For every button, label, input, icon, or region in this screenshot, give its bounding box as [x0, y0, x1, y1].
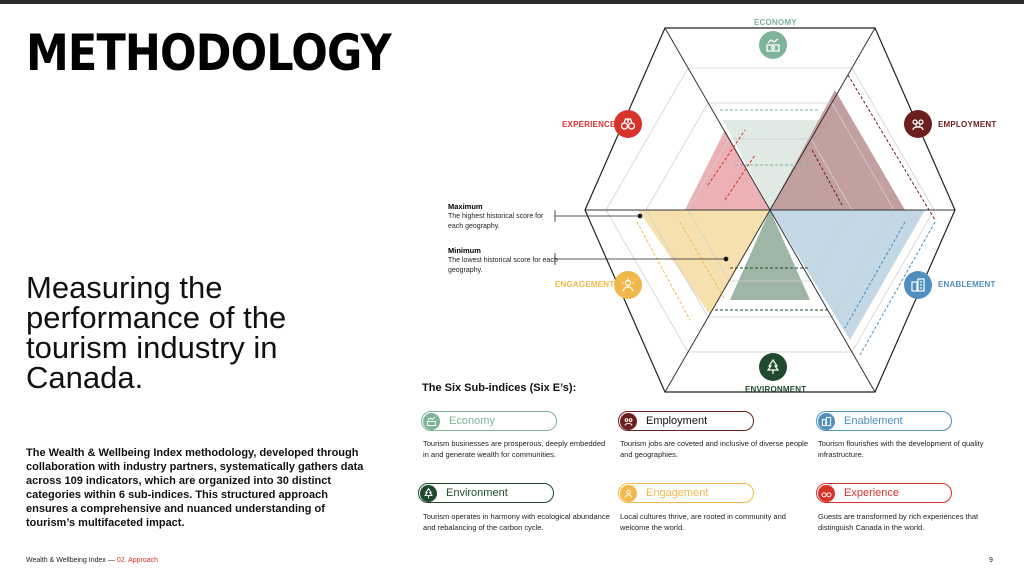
desc-experience: Guests are transformed by rich experiences that distinguish Canada in the world.	[818, 512, 979, 532]
label-engagement: ENGAGEMENT	[555, 280, 615, 289]
pill-experience	[816, 483, 952, 503]
pill-experience-label: Experience	[844, 487, 900, 499]
label-enablement: ENABLEMENT	[938, 280, 996, 289]
desc-environment: Tourism operates in harmony with ecological abundance and rebalancing of the carbon cycle.	[423, 512, 610, 532]
top-border	[0, 0, 1024, 4]
pill-employment-label: Employment	[646, 415, 708, 427]
callout-maximum-title: Maximum	[448, 202, 483, 211]
person-sun-icon	[620, 485, 637, 502]
desc-engagement: Local cultures thrive, are rooted in community and welcome the world.	[620, 512, 786, 532]
pill-environment	[418, 483, 554, 503]
pill-economy-label: Economy	[449, 415, 495, 427]
money-chart-icon	[759, 31, 787, 59]
label-environment: ENVIRONMENT	[745, 385, 807, 394]
desc-enablement: Tourism flourishes with the development of quality infrastructure.	[818, 439, 984, 459]
six-e-radar-diagram	[540, 10, 1010, 390]
label-employment: EMPLOYMENT	[938, 120, 997, 129]
callout-minimum-text: The lowest historical score for each geography.	[448, 257, 558, 274]
callout-minimum-title: Minimum	[448, 246, 481, 255]
page-title: METHODOLOGY	[26, 24, 391, 82]
pill-engagement-label: Engagement	[646, 487, 709, 499]
page-subtitle: Measuring the performance of the tourism industry in Canada.	[26, 270, 287, 395]
pill-engagement	[618, 483, 754, 503]
footer-breadcrumb	[26, 557, 158, 564]
label-experience: EXPERIENCE	[562, 120, 616, 129]
binoculars-icon	[614, 110, 642, 138]
desc-economy: Tourism businesses are prosperous, deeply embedded in and generate wealth for communities.	[423, 439, 606, 459]
callout-minimum	[448, 246, 558, 276]
pill-enablement-label: Enablement	[844, 415, 903, 427]
footer-section: 02. Approach	[116, 557, 159, 564]
desc-employment: Tourism jobs are coveted and inclusive of diverse people and geographies.	[620, 439, 809, 459]
pill-enablement	[816, 411, 952, 431]
footer-index-name: Wealth & Wellbeing Index	[26, 557, 106, 564]
page-number: 9	[989, 557, 993, 564]
callout-maximum-text: The highest historical score for each geography.	[448, 213, 544, 230]
footer-separator: —	[107, 557, 117, 564]
buildings-icon	[904, 271, 932, 299]
callout-maximum	[448, 202, 558, 232]
pill-employment	[618, 411, 754, 431]
person-sun-icon	[614, 271, 642, 299]
people-group-icon	[904, 110, 932, 138]
tree-icon	[759, 353, 787, 381]
buildings-icon	[818, 413, 835, 430]
people-group-icon	[620, 413, 637, 430]
pill-economy	[421, 411, 557, 431]
binoculars-icon	[818, 485, 835, 502]
subindices-title: The Six Sub-indices (Six E’s):	[422, 382, 577, 394]
label-economy: ECONOMY	[754, 18, 797, 27]
pill-environment-label: Environment	[446, 487, 508, 499]
intro-paragraph: The Wealth & Wellbeing Index methodology, developed through collaboration with industry partners, systematically gathers data across 109 indicators, which are organized into 30 distinct categories within 6 sub-indices. This structured approach ensures a comprehensive and nuanced understanding of tourism’s multifaceted impact.	[26, 447, 364, 529]
tree-icon	[420, 485, 437, 502]
money-chart-icon	[423, 413, 440, 430]
